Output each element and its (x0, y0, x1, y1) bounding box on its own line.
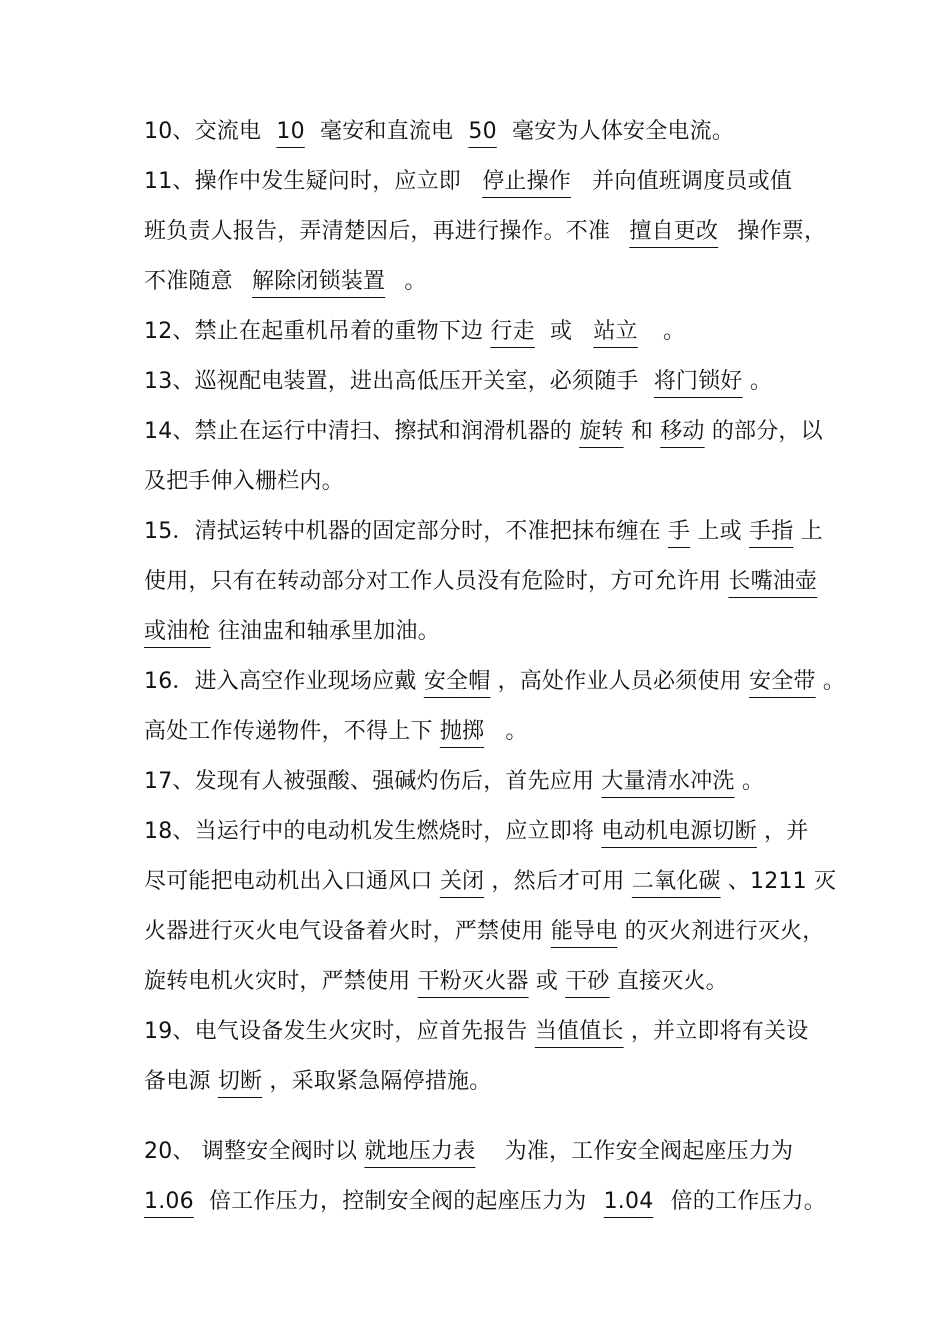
q18-text: 尽可能把电动机出入口通风口 (144, 869, 433, 894)
q17-line-1 (144, 767, 764, 797)
q20-text: 20、 调整安全阀时以 (144, 1139, 358, 1164)
q14-line-2 (144, 467, 344, 497)
q18-blank-5: 干粉灭火器 (417, 969, 529, 994)
q20-text: 倍的工作压力。 (670, 1189, 827, 1214)
q13-blank-1: 将门锁好 (653, 369, 743, 394)
q16-line-1 (144, 667, 845, 697)
q11-blank-3: 解除闭锁装置 (252, 269, 386, 294)
q15-line-2 (144, 567, 817, 597)
q10-text: 10、交流电 (144, 119, 262, 144)
q11-line-3 (144, 267, 427, 297)
q15-line-3 (144, 617, 440, 647)
q11-blank-2: 擅自更改 (629, 219, 719, 244)
q17-text: 。 (741, 769, 765, 794)
q18-line-2 (144, 867, 836, 897)
q10-blank-2: 50 (468, 119, 497, 144)
q18-blank-6: 干砂 (565, 969, 610, 994)
q16-text: 。 (822, 669, 846, 694)
q20-text: 倍工作压力，控制安全阀的起座压力为 (209, 1189, 587, 1214)
q10-text: 毫安为人体安全电流。 (512, 119, 735, 144)
q16-line-2 (144, 717, 528, 747)
q13-text: 。 (749, 369, 773, 394)
q20-text: 为准，工作安全阀起座压力为 (504, 1139, 794, 1164)
q18-text: 直接灭火。 (616, 969, 728, 994)
q11-text: 班负责人报告，弄清楚因后，再进行操作。不准 (144, 219, 611, 244)
q18-text: ，然后才可用 (491, 869, 625, 894)
q20-blank-2: 1.06 (144, 1189, 194, 1214)
q19-line-2 (144, 1067, 491, 1097)
q20-line-2 (144, 1187, 826, 1217)
q14-text: 及把手伸入栅栏内。 (144, 469, 344, 494)
q19-text: ，并立即将有关设 (630, 1019, 809, 1044)
q16-blank-3: 抛掷 (439, 719, 485, 744)
q15-line-1 (144, 517, 823, 547)
q10-blank-1: 10 (276, 119, 305, 144)
q15-text: 使用，只有在转动部分对工作人员没有危险时，方可允许用 (144, 569, 722, 594)
q19-text: ，采取紧急隔停措施。 (269, 1069, 492, 1094)
q10-line-1 (144, 117, 734, 147)
q19-line-1 (144, 1017, 808, 1047)
q14-text: 14、禁止在运行中清扫、擦拭和润滑机器的 (144, 419, 572, 444)
q15-text: 上 (800, 519, 823, 544)
q15-blank-3: 长嘴油壶 (728, 569, 818, 594)
q18-line-3 (144, 917, 824, 947)
q14-blank-2: 移动 (660, 419, 705, 444)
q11-text: 操作票， (737, 219, 827, 244)
q19-text: 备电源 (144, 1069, 211, 1094)
q15-blank-1: 手 (668, 519, 691, 544)
q11-text: 11、操作中发生疑问时，应立即 (144, 169, 461, 194)
q14-text: 和 (630, 419, 654, 444)
q13-text: 13、巡视配电装置，进出高低压开关室，必须随手 (144, 369, 639, 394)
q18-blank-4: 能导电 (550, 919, 618, 944)
q19-text: 19、电气设备发生火灾时，应首先报告 (144, 1019, 528, 1044)
q20-line-1 (144, 1137, 793, 1167)
q20-blank-3: 1.04 (603, 1189, 654, 1214)
q12-text: 。 (663, 319, 686, 344)
q17-text: 17、发现有人被强酸、强碱灼伤后，首先应用 (144, 769, 595, 794)
q18-blank-3: 二氧化碳 (631, 869, 721, 894)
q16-text: 。 (505, 719, 528, 744)
q18-text: 、1211 灭 (727, 869, 837, 894)
q16-blank-2: 安全带 (749, 669, 816, 694)
q14-blank-1: 旋转 (579, 419, 624, 444)
q16-text: 高处工作传递物件，不得上下 (144, 719, 433, 744)
q12-blank-2: 站立 (593, 319, 638, 344)
q11-text: 。 (404, 269, 427, 294)
q12-blank-1: 行走 (490, 319, 535, 344)
q18-text: 的灭火剂进行灭火， (624, 919, 825, 944)
q11-text: 不准随意 (144, 269, 233, 294)
q15-text: 15．清拭运转中机器的固定部分时，不准把抹布缠在 (144, 519, 661, 544)
q16-text: 16．进入高空作业现场应戴 (144, 669, 417, 694)
q18-blank-1: 电动机电源切断 (601, 819, 757, 844)
q17-blank-1: 大量清水冲洗 (601, 769, 735, 794)
q16-blank-1: 安全帽 (423, 669, 491, 694)
q12-line-1 (144, 317, 685, 347)
q18-text: 18、当运行中的电动机发生燃烧时，应立即将 (144, 819, 595, 844)
q14-text: 的部分，以 (711, 419, 823, 444)
q19-blank-2: 切断 (217, 1069, 263, 1094)
q10-text: 毫安和直流电 (320, 119, 454, 144)
q18-text: 旋转电机火灾时，严禁使用 (144, 969, 411, 994)
q18-line-4 (144, 967, 728, 997)
q15-blank-2: 手指 (749, 519, 794, 544)
q16-text: ，高处作业人员必须使用 (497, 669, 742, 694)
q18-text: 或 (535, 969, 559, 994)
q19-blank-1: 当值值长 (534, 1019, 624, 1044)
q11-text: 并向值班调度员或值 (592, 169, 793, 194)
q14-line-1 (144, 417, 823, 447)
q15-blank-4: 或油枪 (144, 619, 211, 644)
q12-text: 或 (550, 319, 573, 344)
q20-blank-1: 就地压力表 (364, 1139, 476, 1164)
q13-line-1 (144, 367, 772, 397)
q11-line-2 (144, 217, 826, 247)
q18-blank-2: 关闭 (439, 869, 485, 894)
q12-text: 12、禁止在起重机吊着的重物下边 (144, 319, 484, 344)
q18-text: ，并 (764, 819, 809, 844)
q11-blank-1: 停止操作 (482, 169, 572, 194)
q15-text: 上或 (697, 519, 742, 544)
q15-text: 往油盅和轴承里加油。 (217, 619, 440, 644)
q18-line-1 (144, 817, 808, 847)
q11-line-1 (144, 167, 792, 197)
q18-text: 火器进行灭火电气设备着火时，严禁使用 (144, 919, 544, 944)
